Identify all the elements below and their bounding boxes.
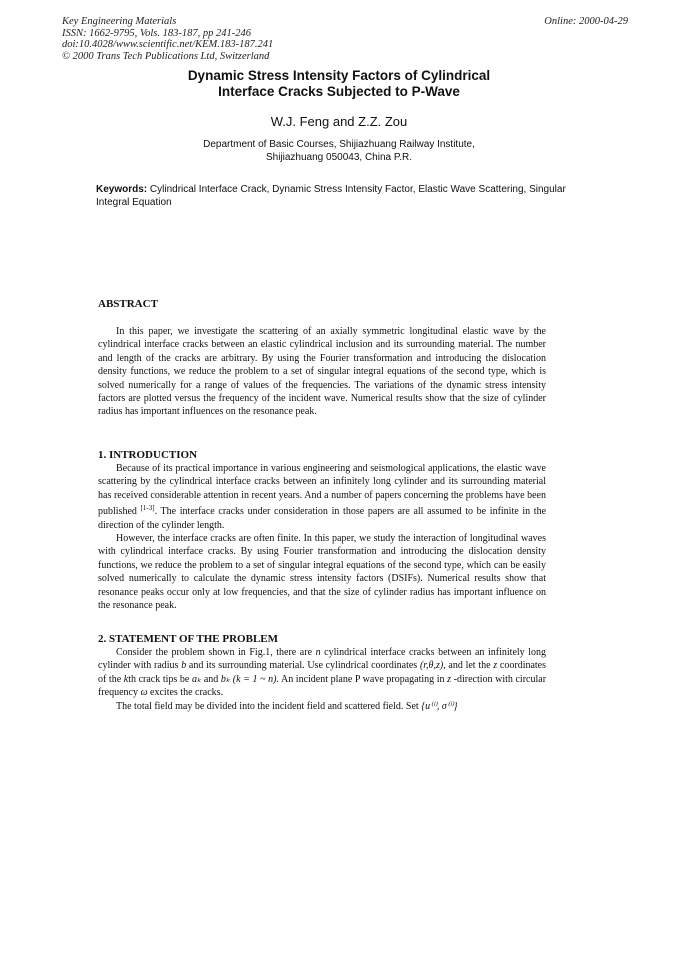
keywords-label: Keywords: — [96, 184, 148, 195]
online-date: Online: 2000-04-29 — [544, 16, 628, 27]
text-run: . An incident plane P wave propagating in — [276, 673, 448, 685]
keywords — [96, 183, 576, 209]
text-run: -direction with circular frequency — [98, 673, 547, 699]
introduction-paragraph-2: However, the interface cracks are often finite. In this paper, we study the interaction of longitudinal waves with cylindrical interface cracks. By using Fourier transformation and introducing the dislocation density functions, we reduce the problem to a set of singular integral equations of the second type, which can be easily solved numerically to calculate the dynamic stress intensity factors (DSIFs). Numerical results show that resonance peaks occur only at low frequencies, and that the size of cylinder radius has important influence on the resonance peak. — [98, 533, 546, 612]
statement-heading: 2. STATEMENT OF THE PROBLEM — [98, 633, 279, 645]
paper-title — [0, 68, 678, 100]
statement-section — [98, 633, 546, 713]
authors: W.J. Feng and Z.Z. Zou — [270, 114, 408, 129]
text-run: excites the cracks. — [147, 687, 224, 699]
text-run: Because of its practical importance in various engineering and seismological applications, the elastic wave scattering by the cylindrical interface cracks between an infinitely long cylinder and its surrounding material has received considerable attention in recent years. And a number of papers concerning the problems have been published — [98, 463, 546, 518]
abstract-text: In this paper, we investigate the scattering of an axially symmetric longitudinal elastic wave by the cylindrical interface cracks between an elastic cylindrical inclusion and its surrounding material. The number and length of the cracks are arbitrary. By using the Fourier transformation and introducing the dislocation density functions, we reduce the problem to a set of singular integral equations of the second type, which is solved numerically for a range of values of the frequencies. The variations of the dynamic stress intensity factors are plotted versus the frequency of the incident wave. Numerical results show that the size of cylinder radius has important influences on the resonance peak. — [98, 326, 546, 418]
math-coordinates: (r,θ,z) — [419, 660, 444, 672]
introduction-heading: 1. INTRODUCTION — [98, 449, 198, 461]
math-z: z — [493, 660, 498, 672]
math-omega: ω — [140, 687, 148, 699]
issn-line: ISSN: 1662-9795, Vols. 183-187, pp 241-246 — [62, 27, 251, 39]
text-run: . The interface cracks under consideration in those papers are all assumed to be infinite in the direction of the cylinder length. — [98, 506, 547, 531]
text-run: th crack tips be — [128, 673, 192, 685]
citation-ref: [1-3] — [140, 504, 155, 513]
text-run: cylindrical interface cracks between an infinitely long cylinder with radius — [98, 647, 546, 672]
doi-line: doi:10.4028/www.scientific.net/KEM.183-187.241 — [62, 39, 274, 50]
math-range: (k = 1 ~ n) — [232, 673, 277, 685]
affiliation — [0, 138, 678, 164]
introduction-section — [98, 449, 546, 612]
text-run: Consider the problem shown in Fig.1, there are — [116, 647, 316, 658]
math-field-set: {u⁽ⁱ⁾, σ⁽ⁱ⁾} — [421, 700, 458, 712]
math-b: b — [181, 660, 187, 672]
title-line-1: Dynamic Stress Intensity Factors of Cylindrical — [187, 68, 491, 83]
journal-name: Key Engineering Materials — [62, 16, 177, 27]
introduction-paragraph-1 — [98, 462, 546, 532]
math-n: n — [315, 647, 321, 658]
math-k: k — [123, 673, 129, 685]
keywords-text: Cylindrical Interface Crack, Dynamic Stress Intensity Factor, Elastic Wave Scattering, Singular Integral Equation — [96, 184, 566, 208]
math-z: z — [447, 673, 452, 685]
abstract-heading: ABSTRACT — [98, 298, 158, 310]
text-run: and — [201, 673, 221, 685]
abstract-section — [98, 298, 546, 419]
text-run: coordinates of the — [98, 660, 547, 685]
math-bk: bₖ — [220, 673, 231, 685]
text-run: , and let the — [443, 660, 494, 672]
text-run: and its surrounding material. Use cylindrical coordinates — [186, 660, 420, 672]
journal-header — [62, 16, 273, 62]
text-run: The total field may be divided into the incident field and scattered field. Set — [116, 700, 422, 712]
affiliation-line-2: Shijiazhuang 050043, China P.R. — [265, 152, 413, 163]
copyright-line: © 2000 Trans Tech Publications Ltd, Switzerland — [62, 50, 270, 62]
title-line-2: Interface Cracks Subjected to P-Wave — [218, 84, 460, 99]
statement-paragraph-2 — [98, 700, 546, 713]
affiliation-line-1: Department of Basic Courses, Shijiazhuang Railway Institute, — [203, 139, 475, 150]
statement-paragraph-1 — [98, 646, 546, 700]
math-ak: aₖ — [191, 673, 202, 685]
